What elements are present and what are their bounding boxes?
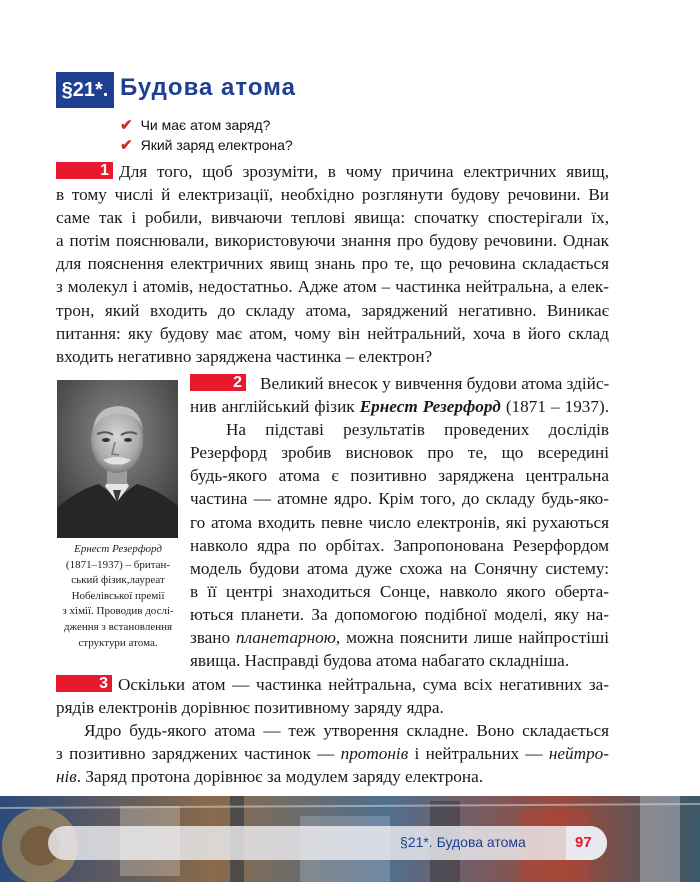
paragraph-marker: 1 <box>56 162 113 179</box>
text-line: трон, який входить до складу атома, заряджений негативно. Виникає <box>56 300 609 320</box>
text-line: нив англійський фізик Ернест Резерфорд (1871 – 1937). <box>190 397 610 417</box>
text-line: Ядро будь-якого атома — теж утворення складне. Воно складається <box>84 721 609 741</box>
page-number: 97 <box>566 826 607 860</box>
text-line: ються планети. За допомогою подібної моделі, яку на- <box>190 604 609 624</box>
scientist-name: Ернест Резерфорд <box>359 397 501 417</box>
check-icon: ✔ <box>120 137 133 154</box>
question-item <box>120 136 293 154</box>
text-line: явища. Насправді будова атома набагато складніша. <box>190 651 570 671</box>
running-header: §21*. Будова атома <box>400 834 526 850</box>
rutherford-portrait <box>57 380 178 538</box>
text-line: саме так і робили, вивчаючи теплові явища: спочатку спостерігали їх, <box>56 208 609 228</box>
paragraph-marker: 3 <box>56 675 112 692</box>
text-line: з молекул і атомів, недостатньо. Адже атом – частинка нейтральна, а елек- <box>56 277 609 297</box>
question-item <box>120 116 270 134</box>
check-icon: ✔ <box>120 117 133 134</box>
text-line: для пояснення електричних явищ знань про те, що речовина складається <box>56 254 609 274</box>
text-line: входить негативно заряджена частинка – електрон? <box>56 346 433 366</box>
paragraph-2 <box>190 372 609 672</box>
question-text: Чи має атом заряд? <box>140 117 271 133</box>
text-line: нів. Заряд протона дорівнює за модулем заряду електрона. <box>56 767 484 787</box>
text-line: будь-якого атома є позитивно заряджена центральна <box>190 466 609 486</box>
text-line: частина — атомне ядро. Крім того, до складу будь-яко- <box>190 489 609 509</box>
term-protons: протонів <box>340 744 409 764</box>
term-neutrons: нейтро- <box>548 744 609 764</box>
paragraph-1 <box>56 160 609 368</box>
text-line: з позитивно заряджених частинок — протонів і нейтральних — нейтро- <box>56 744 609 764</box>
text-line: Резерфорд зробив висновок про те, що всередині <box>190 443 609 463</box>
text-line: рядів електронів дорівнює позитивному заряду ядра. <box>56 698 444 718</box>
text-line: а потім пояснювали, використовуючи знання про будову речовини. Однак <box>56 231 609 251</box>
text-line: го атома входить певне число електронів, які рухаються <box>190 512 609 532</box>
text-line: модель будови атома дуже схожа на Сонячну систему: <box>190 558 609 578</box>
text-line: питання: яку будову має атом, чому він нейтральний, хоча в його склад <box>56 323 609 343</box>
text-line: навколо ядра по орбітах. Запропонована Резерфордом <box>190 535 609 555</box>
term-planetary: планетарною <box>236 628 336 648</box>
section-number-badge: §21*. <box>56 72 114 108</box>
portrait-caption: Ернест Резерфорд (1871–1937) – британ- ський фізик,лауреат Нобелівської премії з хімії. Проводив дослі- дження з встановлення структури атома. <box>62 543 174 649</box>
section-title: Будова атома <box>120 74 296 101</box>
text-line: 2 Великий внесок у вивчення будови атома здійс- <box>190 372 609 395</box>
text-line: На підставі результатів проведених дослідів <box>226 420 609 440</box>
portrait-image <box>57 380 178 538</box>
text-line: в її центрі знаходиться Сонце, навколо якого оберта- <box>190 581 609 601</box>
text-line: 3 Оскільки атом — частинка нейтральна, сума всіх негативних за- <box>56 673 609 696</box>
question-text: Який заряд електрона? <box>140 137 293 153</box>
text-line: в тому числі й електризації, необхідно розглянути будову речовини. Ви <box>56 185 609 205</box>
text-line: 1 Для того, щоб зрозуміти, в чому причина електричних явищ, <box>56 160 609 183</box>
paragraph-marker: 2 <box>190 374 246 391</box>
paragraph-3 <box>56 673 609 788</box>
text-line: звано планетарною, можна пояснити лише найпростіші <box>190 628 609 648</box>
